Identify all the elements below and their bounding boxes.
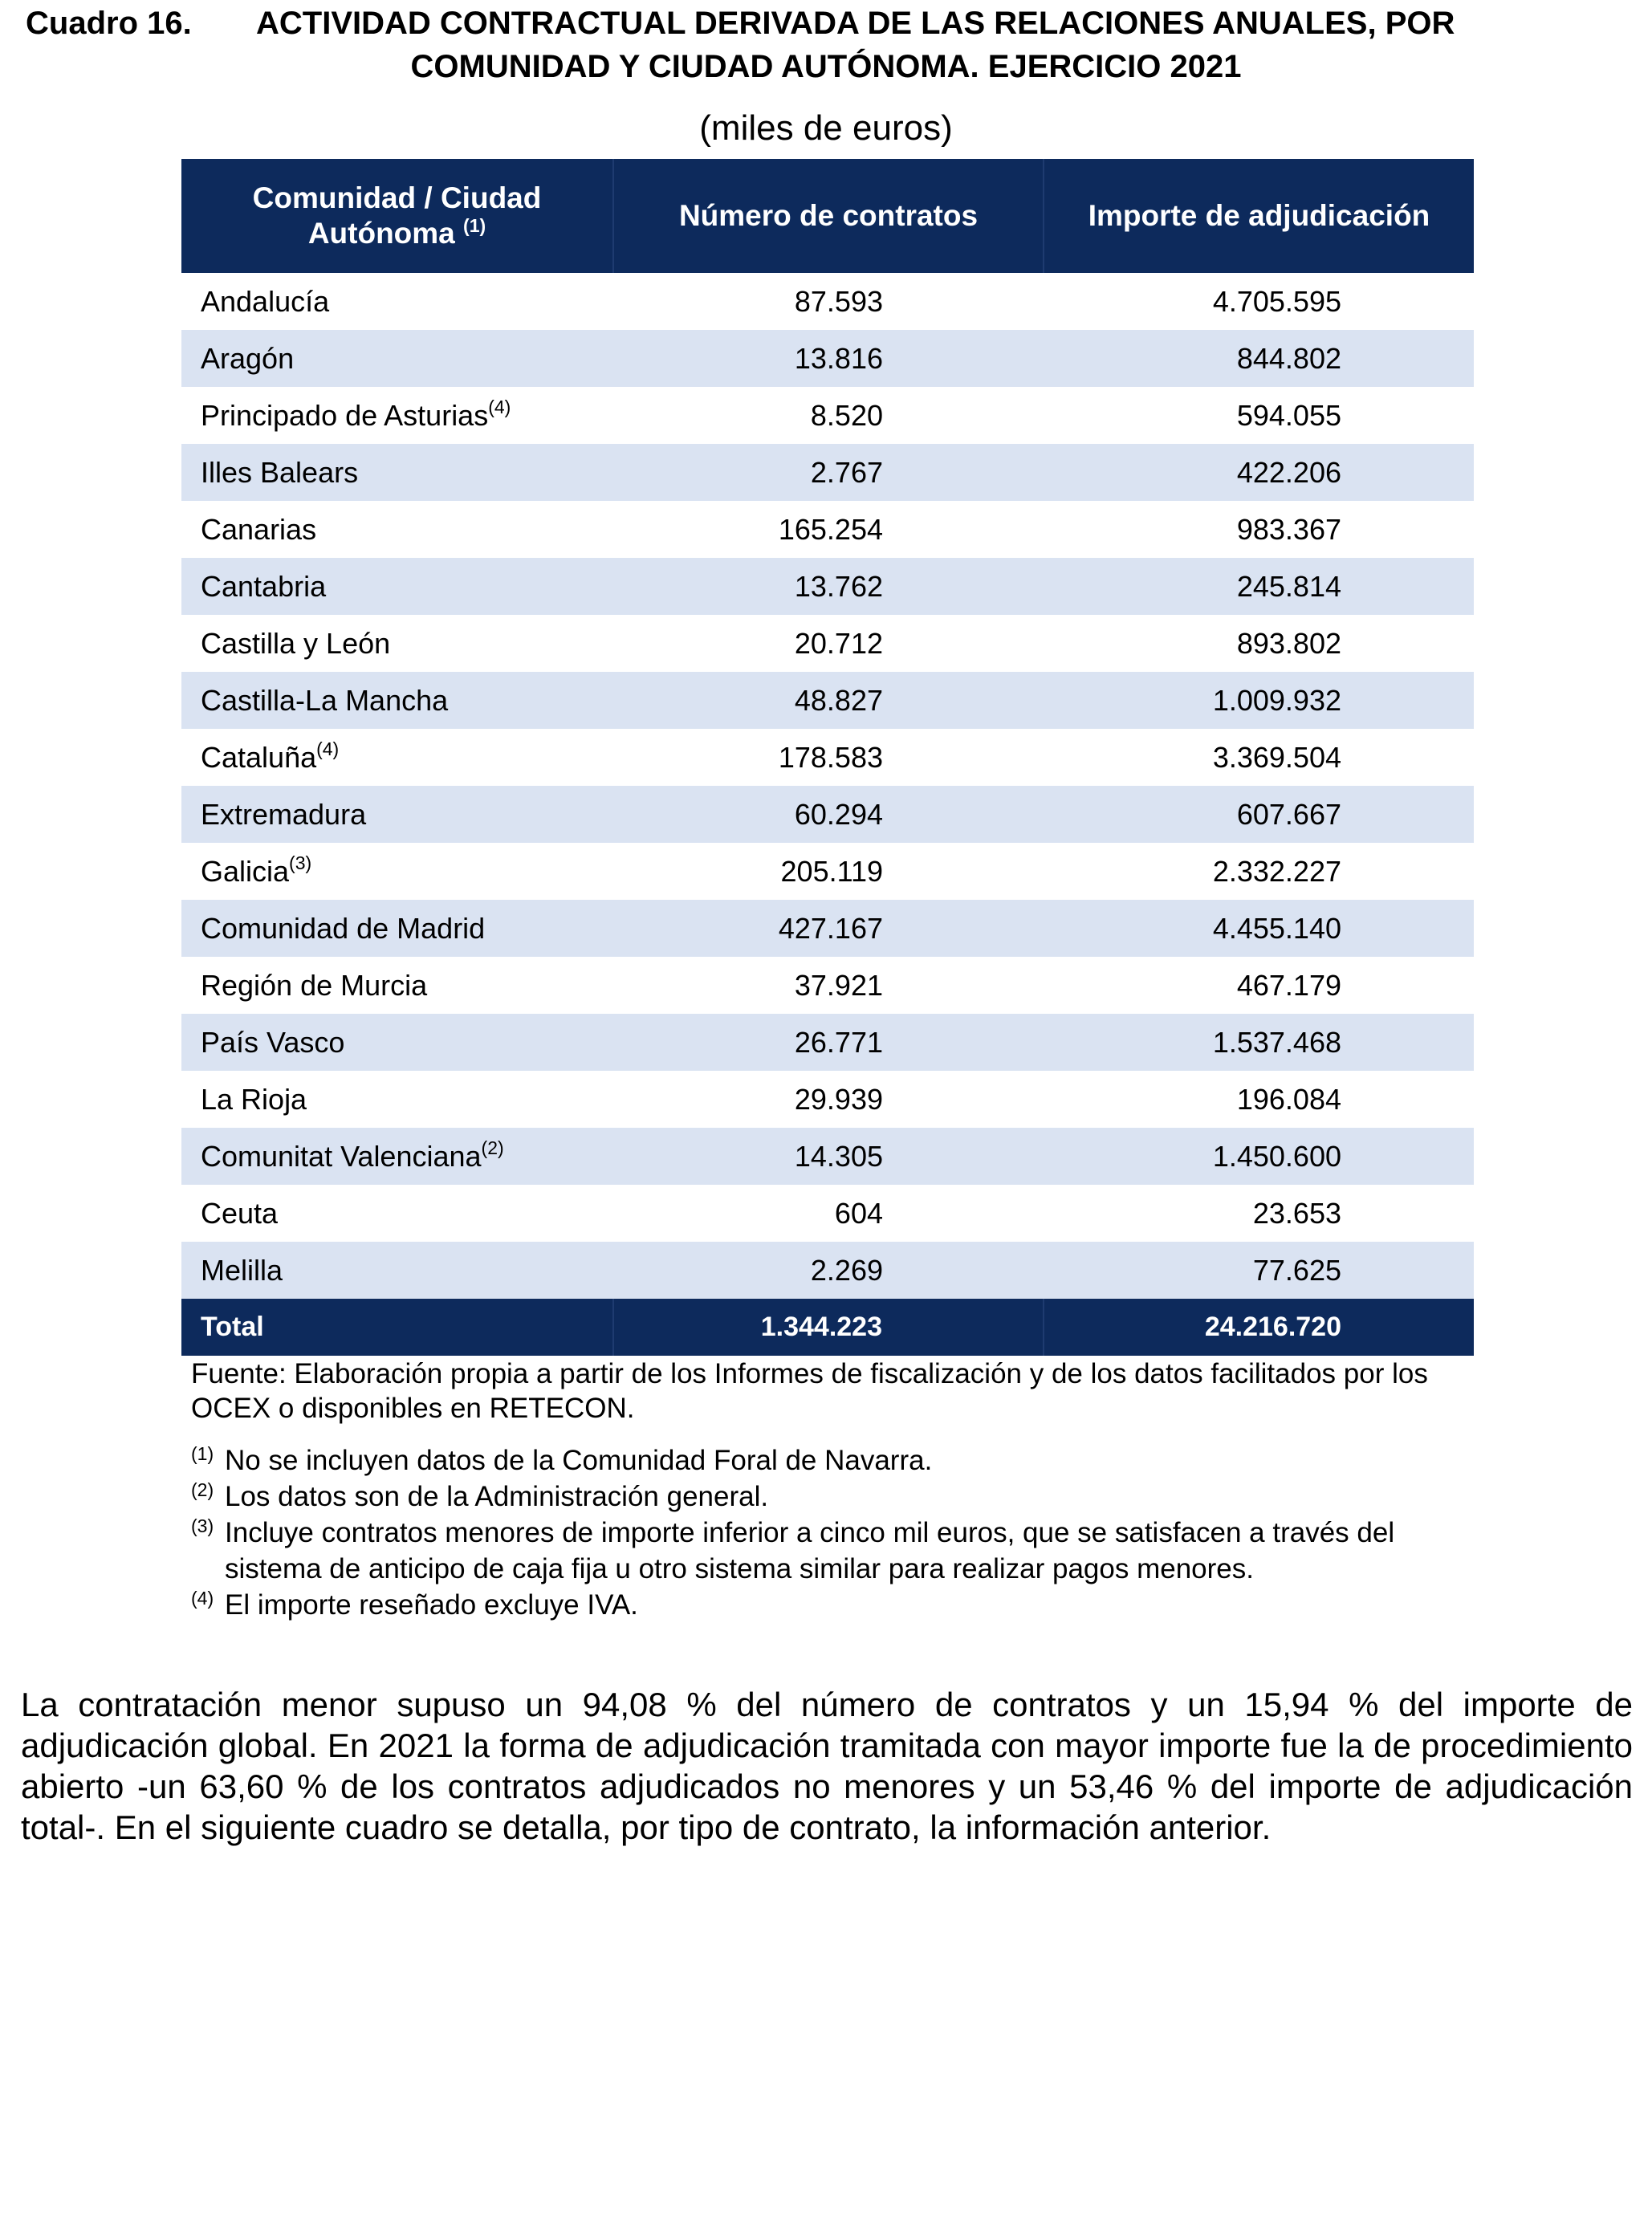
table-row — [181, 1128, 1474, 1185]
footnote — [191, 1587, 1491, 1623]
row-note-mark: (4) — [488, 397, 511, 417]
row-amount: 594.055 — [1236, 399, 1341, 432]
row-amount: 2.332.227 — [1212, 855, 1341, 888]
source-note: Fuente: Elaboración propia a partir de los Informes de fiscalización y de los datos facilitados por los OCEX o disponibles en RETECON. — [191, 1358, 1428, 1424]
footnote-mark: (4) — [191, 1588, 214, 1609]
header-note-mark: (1) — [463, 215, 486, 236]
table-row — [181, 330, 1474, 387]
header-contracts: Número de contratos — [613, 159, 1044, 273]
row-note-mark: (4) — [316, 738, 340, 759]
row-community: Andalucía — [201, 285, 330, 318]
footnote-text: Incluye contratos menores de importe inferior a cinco mil euros, que se satisfacen a través del sistema de anticipo de caja fija u otro sistema similar para realizar pagos menores. — [225, 1517, 1395, 1584]
footnote-text: Los datos son de la Administración general. — [225, 1481, 769, 1512]
header-community: Comunidad / Ciudad Autónoma $^{(1)}$ — [181, 159, 613, 273]
table-row — [181, 615, 1474, 672]
row-amount: 4.455.140 — [1044, 900, 1474, 957]
row-amount: 1.009.932 — [1044, 672, 1474, 729]
row-contracts: 37.921 — [794, 969, 883, 1002]
table-row — [181, 501, 1474, 558]
table-row — [181, 1185, 1474, 1242]
footnote — [191, 1442, 1491, 1479]
table-row — [181, 273, 1474, 330]
footnote — [191, 1515, 1491, 1587]
table-row — [181, 843, 1474, 900]
row-community: Illes Balears — [181, 444, 613, 501]
row-contracts: 178.583 — [778, 741, 883, 774]
table-row — [181, 387, 1474, 444]
row-contracts: 165.254 — [778, 513, 883, 546]
row-community: Aragón — [181, 330, 613, 387]
table-row — [181, 786, 1474, 843]
footnote — [191, 1479, 1491, 1515]
footnote-mark: (3) — [191, 1515, 214, 1536]
table-row — [181, 1242, 1474, 1299]
row-amount: 4.705.595 — [1212, 285, 1341, 318]
row-contracts: 29.939 — [794, 1083, 883, 1116]
row-contracts: 8.520 — [810, 399, 883, 432]
row-contracts: 14.305 — [613, 1128, 1044, 1185]
row-community: Melilla — [181, 1242, 613, 1299]
table-row — [181, 558, 1474, 615]
row-amount: 983.367 — [1236, 513, 1341, 546]
row-community: Cataluña$^{(4)}$ — [201, 738, 340, 774]
row-amount: 893.802 — [1236, 627, 1341, 660]
row-community: Canarias — [201, 513, 317, 546]
row-contracts: 20.712 — [794, 627, 883, 660]
row-amount: 3.369.504 — [1212, 741, 1341, 774]
table-row — [181, 444, 1474, 501]
contract-activity-table — [181, 159, 1474, 1356]
row-community: País Vasco — [181, 1014, 613, 1071]
row-contracts: 2.269 — [613, 1242, 1044, 1299]
row-amount: 422.206 — [1044, 444, 1474, 501]
row-community: Comunitat Valenciana$^{(2)}$ — [181, 1128, 613, 1185]
row-contracts: 87.593 — [794, 285, 883, 318]
row-community: Castilla y León — [201, 627, 391, 660]
row-contracts: 48.827 — [613, 672, 1044, 729]
row-amount: 1.450.600 — [1044, 1128, 1474, 1185]
total-row — [181, 1299, 1474, 1356]
header-amount: Importe de adjudicación — [1044, 159, 1474, 273]
row-contracts: 13.762 — [613, 558, 1044, 615]
row-amount: 77.625 — [1044, 1242, 1474, 1299]
row-community: Región de Murcia — [201, 969, 428, 1002]
row-community: Ceuta — [201, 1197, 279, 1230]
footnote-mark: (2) — [191, 1479, 214, 1500]
row-note-mark: (3) — [289, 852, 312, 873]
row-amount: 1.537.468 — [1044, 1014, 1474, 1071]
table-row — [181, 957, 1474, 1014]
table-row — [181, 900, 1474, 957]
row-contracts: 205.119 — [780, 855, 883, 888]
row-amount: 607.667 — [1044, 786, 1474, 843]
total-amount: 24.216.720 — [1044, 1299, 1474, 1356]
row-community: Castilla-La Mancha — [181, 672, 613, 729]
row-community: Cantabria — [181, 558, 613, 615]
row-community: La Rioja — [201, 1083, 307, 1116]
caption-title-line2: COMUNIDAD Y CIUDAD AUTÓNOMA. EJERCICIO 2021 — [410, 49, 1242, 84]
table-body — [181, 273, 1474, 1299]
row-contracts: 13.816 — [613, 330, 1044, 387]
table-row — [181, 1071, 1474, 1128]
row-contracts: 427.167 — [613, 900, 1044, 957]
row-amount: 23.653 — [1252, 1197, 1341, 1230]
footnote-text: El importe reseñado excluye IVA. — [225, 1589, 638, 1621]
row-amount: 467.179 — [1236, 969, 1341, 1002]
row-community: Galicia$^{(3)}$ — [201, 852, 312, 888]
footnote-text: No se incluyen datos de la Comunidad Foral de Navarra. — [225, 1445, 933, 1476]
total-label: Total — [181, 1299, 613, 1356]
footnote-mark: (1) — [191, 1443, 214, 1464]
table-row — [181, 1014, 1474, 1071]
row-amount: 196.084 — [1236, 1083, 1341, 1116]
row-contracts: 26.771 — [613, 1014, 1044, 1071]
table-header-row — [181, 159, 1474, 273]
row-community: Extremadura — [181, 786, 613, 843]
row-contracts: 604 — [834, 1197, 883, 1230]
body-paragraph: La contratación menor supuso un 94,08 % del número de contratos y un 15,94 % del importe de adjudicación global. En 2021 la forma de adjudicación tramitada con mayor importe fue la de procedimiento abierto -un 63,60 % de los contratos adjudicados no menores y un 53,46 % del importe de adjudicación total-. En el siguiente cuadro se detalla, por tipo de contrato, la información anterior. — [21, 1686, 1633, 1846]
table-row — [181, 729, 1474, 786]
row-contracts: 2.767 — [613, 444, 1044, 501]
total-contracts: 1.344.223 — [613, 1299, 1044, 1356]
row-amount: 245.814 — [1044, 558, 1474, 615]
footnotes — [191, 1442, 1491, 1623]
row-community: Comunidad de Madrid — [181, 900, 613, 957]
units-subtitle: (miles de euros) — [699, 108, 953, 148]
row-note-mark: (2) — [481, 1137, 504, 1158]
table-row — [181, 672, 1474, 729]
caption-number: Cuadro 16. — [26, 6, 192, 41]
caption-title-line1: ACTIVIDAD CONTRACTUAL DERIVADA DE LAS RELACIONES ANUALES, POR — [256, 6, 1455, 41]
row-community: Principado de Asturias$^{(4)}$ — [201, 397, 511, 432]
row-amount: 844.802 — [1044, 330, 1474, 387]
row-contracts: 60.294 — [613, 786, 1044, 843]
